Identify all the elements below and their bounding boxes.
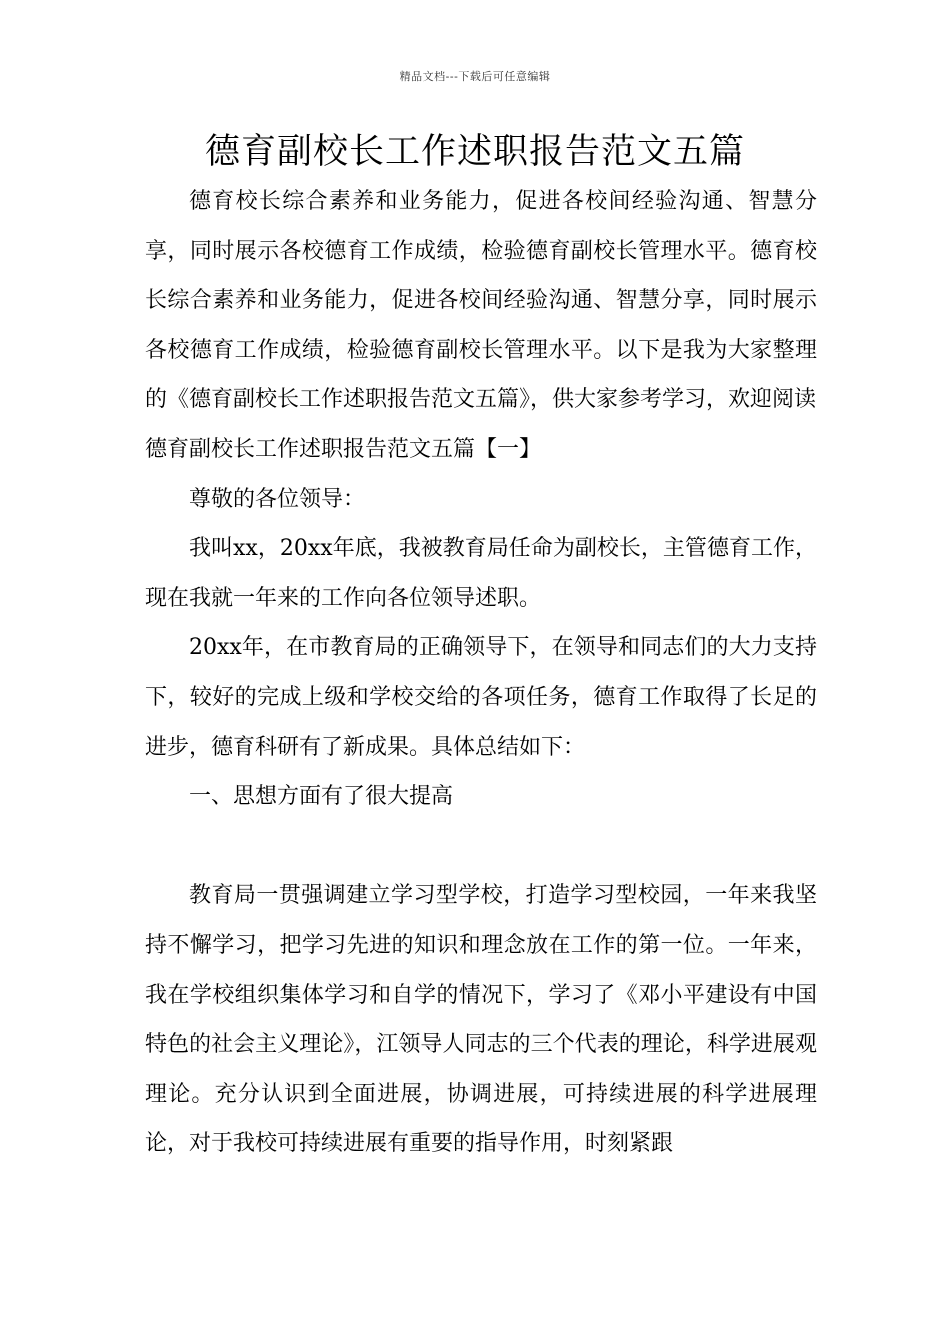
body-paragraph-1: 我叫xx，20xx年底，我被教育局任命为副校长，主管德育工作，现在我就一年来的工作向各位领导述职。 — [145, 536, 817, 611]
header-note: 精品文档---下载后可任意编辑 — [399, 70, 551, 83]
salutation: 尊敬的各位领导： — [189, 486, 366, 512]
document-body — [145, 177, 817, 1169]
blank-line — [145, 822, 817, 872]
intro-paragraph: 德育校长综合素养和业务能力，促进各校间经验沟通、智慧分享，同时展示各校德育工作成绩，检验德育副校长管理水平。德育校长综合素养和业务能力，促进各校间经验沟通、智慧分享，同时展示各校德育工作成绩，检验德育副校长管理水平。以下是我为大家整理的《德育副校长工作述职报告范文五篇》，供大家参考学习，欢迎阅读 — [145, 189, 817, 413]
body-paragraph-3: 教育局一贯强调建立学习型学校，打造学习型校园，一年来我坚持不懈学习，把学习先进的知识和理念放在工作的第一位。一年来，我在学校组织集体学习和自学的情况下，学习了《邓小平建设有中国特色的社会主义理论》，江领导人同志的三个代表的理论，科学进展观理论。充分认识到全面进展，协调进展，可持续进展的科学进展理论，对于我校可持续进展有重要的指导作用，时刻紧跟 — [145, 883, 817, 1157]
document-title: 德育副校长工作述职报告范文五篇 — [204, 132, 745, 172]
body-paragraph-2: 20xx年，在市教育局的正确领导下，在领导和同志们的大力支持下，较好的完成上级和学校交给的各项任务，德育工作取得了长足的进步，德育科研有了新成果。具体总结如下： — [145, 635, 817, 760]
subsection-heading: 一、思想方面有了很大提高 — [189, 784, 454, 810]
section-heading: 德育副校长工作述职报告范文五篇【一】 — [145, 436, 542, 462]
